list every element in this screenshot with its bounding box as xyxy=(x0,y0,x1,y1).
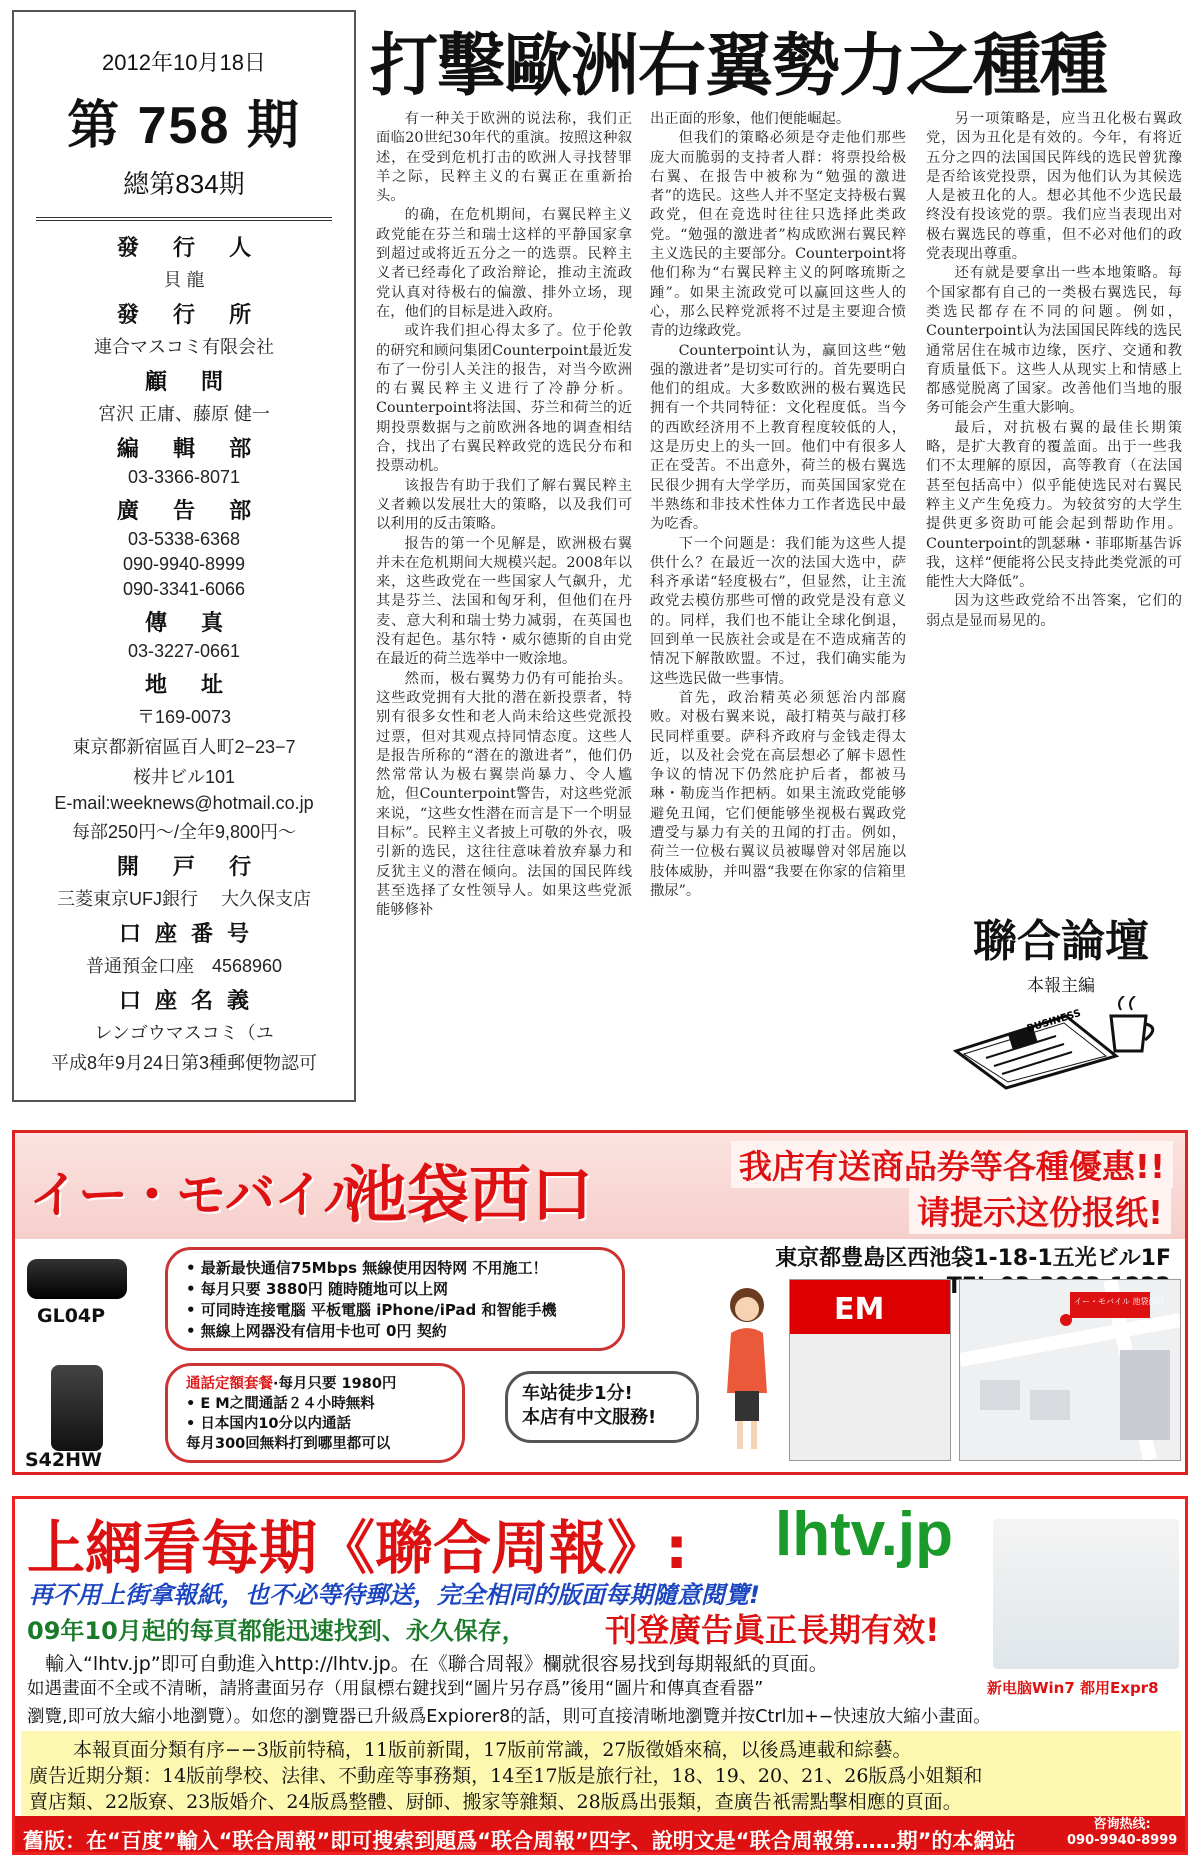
paragraph: 该报告有助于我们了解右翼民粹主义者赖以发展壮大的策略，以及我们可以利用的反击策略。 xyxy=(376,477,632,533)
store-map[interactable] xyxy=(959,1279,1181,1461)
masthead-divider xyxy=(36,217,332,221)
router-device-icon xyxy=(27,1259,127,1299)
store-address: 東京都豊島区西池袋1-18-1五光ビル1F xyxy=(775,1246,1171,1271)
fax-label: 傳 真 xyxy=(144,610,238,635)
postcode: 〒169-0073 xyxy=(136,707,232,727)
lhtv-headline: 上網看每期《聯合周報》: xyxy=(27,1514,689,1582)
company-label: 發 行 所 xyxy=(116,302,266,327)
map-store-label: イー・モバイル 池袋西口 xyxy=(1074,1297,1165,1306)
lhtv-ad[interactable] xyxy=(12,1496,1188,1855)
issue-number: 第 758 期 xyxy=(67,97,301,155)
promo-line-1: 我店有送商品券等各種優惠!! xyxy=(731,1141,1173,1188)
feature-item: • 無線上网器没有信用卡也可 0円 契約 xyxy=(186,1322,447,1340)
chinese-service-text: 本店有中文服務! xyxy=(522,1407,657,1428)
paragraph: 还有就是要拿出一些本地策略。每个国家都有自己的一类极右翼选民，每类选民都存在不同的问题。例如，Counterpoint认为法国国民阵线的选民通常居住在城市边缘，医疗、交通和教育质量低下。这些人从现实上和情感上都感觉脱离了国家。改善他们当地的服务可能会产生重大影响。 xyxy=(926,265,1182,417)
plan-bubble xyxy=(165,1363,465,1463)
advisor-names: 宮沢 正庸、藤原 健一 xyxy=(97,404,270,424)
hotline-number: 090-9940-8999 xyxy=(1067,1833,1178,1848)
paragraph: 另一项策略是，应当丑化极右翼政党，因为丑化是有效的。今年，有将近五分之四的法国国民阵线的选民曾犹豫是否给该党投票，因为他们认为其候选人是被丑化的人。想必其他不少选民最终没有投该党的票。我们应当表现出对极右翼选民的尊重，但不必对他们的政党表现出尊重。 xyxy=(926,111,1182,263)
paragraph: 有一种关于欧洲的说法称，我们正面临20世纪30年代的重演。按照这种叙述，在受到危机打击的欧洲人寻找替罪羊之际，民粹主义的右翼正在重新抬头。 xyxy=(376,111,632,205)
paragraph: 出正面的形象，他们便能崛起。 xyxy=(650,111,851,127)
forum-title: 聯合論壇 xyxy=(973,916,1149,967)
router-model: GL04P xyxy=(37,1305,106,1327)
article-column-1 xyxy=(376,110,632,920)
plan-item: • 日本国内10分以内通話 xyxy=(186,1416,351,1432)
paragraph: 首先，政治精英必须惩治内部腐败。对极右翼来说，敲打精英与敲打移民同样重要。萨科齐政府与金钱走得太近，以及社会党在高层想必了解卡恩性争议的情况下仍然庇护后者，都被马琳・勒庞当作把柄。如果主流政党能够避免丑闻，它们便能够坐视极右翼政党遭受与暴力有关的丑闻的打击。例如，荷兰一位极右翼议员被曝曾对邻居施以肢体威胁，并叫嚣“我要在你家的信箱里撒尿”。 xyxy=(650,689,906,899)
feature-item: • 可同時连接電腦 平板電腦 iPhone/iPad 和智能手機 xyxy=(186,1301,557,1319)
staff-illustration-icon xyxy=(721,1283,773,1453)
brand-name: イー・モバイル xyxy=(29,1166,372,1224)
article-column-2 xyxy=(650,110,906,901)
account-name-label: 口座名義 xyxy=(118,988,263,1013)
publisher-label: 發 行 人 xyxy=(116,235,266,260)
paragraph: 的确，在危机期间，右翼民粹主义政党能在芬兰和瑞士这样的平静国家拿到超过或将近五分之一的选票。民粹主义者已经毒化了政治辩论，推动主流政党认真对待极右的偏激、排外立场，现在，他们的目标是进入政府。 xyxy=(376,207,632,320)
bank-label: 開 戸 行 xyxy=(116,854,266,879)
lhtv-zoom-tip: 瀏覽,即可放大縮小地瀏覽）。如您的瀏覽器已升級爲Expiorer8的話，則可直接清晰地瀏覽并按Ctrl加+−快速放大縮小畫面。 xyxy=(27,1707,991,1727)
paragraph: 但我们的策略必须是夺走他们那些庞大而脆弱的支持者人群：将票投给极右翼、在报告中被称为“勉强的激进者”的选民。这些人并不坚定支持极右翼政党，但在竞选时往往只选择此类政党。“勉强的激进者”构成欧洲右翼民粹主义选民的主要部分。Counterpoint将他们称为“右翼民粹主义的阿喀琉斯之踵”。如果主流政党可以赢回这些人的心，那么民粹党派将不过是主要迎合愤青的边缘政党。 xyxy=(650,130,906,340)
issue-date: 2012年10月18日 xyxy=(102,50,266,75)
masthead-box xyxy=(12,10,356,1102)
plan-price: ·每月只要 1980円 xyxy=(273,1376,397,1392)
lhtv-browser-note: 新电脑Win7 都用Expr8 xyxy=(987,1679,1159,1697)
paragraph: 因为这些政党给不出答案，它们的弱点是显而易见的。 xyxy=(926,593,1182,629)
company-name: 連合マスコミ有限会社 xyxy=(94,337,274,357)
paragraph: 然而，极右翼势力仍有可能抬头。这些政党拥有大批的潜在新投票者，特别有很多女性和老人尚未给这些党派投过票，但对其观点持同情态度。这些人是报告所称的“潜在的激进者”，他们仍然常常认为极右翼崇尚暴力、令人尴尬，但Counterpoint警告，对这些党派来说，“这些女性潜在而言是下一个明显目标”。民粹主义者披上可敬的外衣，吸引新的选民，这往往意味着放弃暴力和反犹主义的潜在倾向。法国的国民阵线甚至选择了女性领导人。如果这些党派能够修补 xyxy=(376,670,632,919)
lhtv-archive-line: 09年10月起的每頁都能迅速找到、永久保存， xyxy=(27,1617,526,1645)
computer-user-photo xyxy=(993,1519,1179,1669)
plan-item: • E M之間通話２４小時無料 xyxy=(186,1396,375,1412)
section-guide-line-3: 賣店類、22版寮、23版婚介、24版爲整體、厨師、搬家等雜類、28版爲出張類，查廣告衹需點擊相應的頁面。 xyxy=(29,1791,962,1813)
editorial-tel: 03-3366-8071 xyxy=(127,467,241,487)
old-version-search-tip: 舊版：在“百度”輸入“联合周報”即可搜索到題爲“联合周報”四字、說明文是“联合周報第……期”的本網站 xyxy=(23,1829,1016,1853)
emobile-ad[interactable] xyxy=(12,1130,1188,1475)
forum-subtitle: 本報主編 xyxy=(1027,976,1095,996)
email-link[interactable]: E-mail:weeknews@hotmail.co.jp xyxy=(54,793,314,813)
ads-label: 廣 告 部 xyxy=(116,498,266,523)
walk-bubble xyxy=(505,1371,699,1443)
hotline-block xyxy=(1067,1817,1177,1849)
map-graphic xyxy=(960,1280,1180,1460)
paragraph: 下一个问题是：我们能为这些人提供什么？在最近一次的法国大选中，萨科齐承诺“轻度极右”，但显然，让主流政党去模仿那些可憎的政党是没有意义的。同样，我们也不能让全球化倒退，回到单一民族社会或是在不造成痛苦的情况下解散欧盟。不过，我们确实能为这些选民做一些事情。 xyxy=(650,535,906,687)
walk-text: 车站徒步1分! xyxy=(522,1383,633,1404)
lhtv-save-tip: 如遇畫面不全或不清晰，請將畫面另存（用鼠標右鍵找到“圖片另存爲”後用“圖片和傳真查看器” xyxy=(27,1679,764,1699)
phone-model: S42HW xyxy=(25,1449,102,1471)
plan-item: 每月300回無料打到哪里都可以 xyxy=(186,1436,391,1452)
ads-tel-1: 03-5338-6368 xyxy=(127,529,241,549)
paragraph: 或许我们担心得太多了。位于伦敦的研究和顾问集团Counterpoint最近发布了一份引人关注的报告，对当今欧洲的右翼民粹主义进行了冷静分析。Counterpoint将法国、芬兰和荷兰的近期投票数据与之前欧洲各地的调查相结合，找出了右翼民粹政党的选民分布和投票动机。 xyxy=(376,323,632,475)
account-name: レンゴウマスコミ（ユ xyxy=(94,1023,274,1043)
bank-name: 三菱東京UFJ銀行 大久保支店 xyxy=(57,889,311,909)
store-sign: EM xyxy=(834,1292,885,1327)
store-photo xyxy=(789,1279,951,1461)
total-issue-number: 總第834期 xyxy=(123,169,245,199)
lhtv-instructions: 輸入“lhtv.jp”即可自動進入http://lhtv.jp。在《聯合周報》欄就很容易找到每期報紙的頁面。 xyxy=(45,1653,828,1675)
ads-tel-2: 090-9940-8999 xyxy=(122,554,246,574)
lhtv-ad-valid-line: 刊登廣告眞正長期有效! xyxy=(605,1611,940,1649)
postal-permit: 平成8年9月24日第3種郵便物認可 xyxy=(50,1053,318,1073)
paragraph: 最后，对抗极右翼的最佳长期策略，是扩大教育的覆盖面。出于一些我们不太理解的原因，高等教育（在法国甚至包括高中）似乎能使选民对右翼民粹主义产生免疫力。为较贫穷的大学生提供更多资助可能会起到帮助作用。Counterpoint的凯瑟琳・菲耶斯基告诉我，这样“便能将公民支持此类党派的可能性大大降低”。 xyxy=(926,419,1182,591)
plan-title: 通話定額套餐 xyxy=(186,1376,273,1392)
editorial-label: 編 輯 部 xyxy=(116,436,266,461)
promo-line-2: 请提示这份报纸! xyxy=(909,1187,1171,1234)
forum-logo xyxy=(946,905,1176,1070)
features-bubble xyxy=(165,1247,625,1351)
hotline-label: 咨询热线: xyxy=(1093,1817,1151,1832)
account-label: 口座番号 xyxy=(118,921,263,946)
lhtv-tagline: 再不用上街拿報紙，也不必等待郵送，完全相同的版面每期隨意閱覽! xyxy=(29,1581,760,1609)
feature-item: • 每月只要 3880円 随時随地可以上网 xyxy=(186,1280,449,1298)
feature-item: • 最新最快通信75Mbps 無線使用因特网 不用施工！ xyxy=(186,1259,548,1277)
account-number: 普通預金口座 4568960 xyxy=(85,956,283,976)
ads-tel-3: 090-3341-6066 xyxy=(122,579,246,599)
fax-number: 03-3227-0661 xyxy=(127,641,241,661)
newspaper-coffee-icon xyxy=(946,996,1176,1091)
publisher-name: 貝 龍 xyxy=(163,270,205,290)
section-guide-line-2: 廣告近期分類：14版前學校、法律、不動産等事務類，14至17版是旅行社，18、19、20、21、26版爲小姐類和 xyxy=(29,1765,983,1787)
address-line-2: 桜井ビル101 xyxy=(132,767,236,787)
address-label: 地 址 xyxy=(144,672,238,697)
section-guide-line-1: 本報頁面分類有序−−3版前特稿，11版前新聞，17版前常識，27版徵婚來稿，以後爲連載和綜藝。 xyxy=(73,1739,912,1761)
advisor-label: 顧 問 xyxy=(144,369,238,394)
paper-word: BUSINESS xyxy=(1025,1008,1083,1035)
price: 每部250円〜/全年9,800円〜 xyxy=(71,822,297,842)
lhtv-url-link[interactable]: lhtv.jp xyxy=(775,1500,953,1569)
address-line-1: 東京都新宿區百人町2−23−7 xyxy=(72,737,296,757)
article-headline: 打擊歐洲右翼勢力之種種 xyxy=(370,27,1108,106)
paragraph: 报告的第一个见解是，欧洲极右翼并未在危机期间大规模兴起。2008年以来，这些政党在一些国家人气飙升，尤其是芬兰、法国和匈牙利，但他们在丹麦、意大利和瑞士势力减弱，在英国也没有起色。基尔特・威尔德斯的自由党在最近的荷兰选举中一败涂地。 xyxy=(376,535,632,668)
branch-name: 池袋西口 xyxy=(345,1158,594,1231)
paragraph: Counterpoint认为，赢回这些“勉强的激进者”是切实可行的。首先要明白他们的组成。大多数欧洲的极右翼选民拥有一个共同特征：文化程度低。当今的西欧经济用不上教育程度较低的人，这是历史上的头一回。他们中有很多人正在受苦。不出意外，荷兰的极右翼选民很少拥有大学学历，而英国国家党在半熟练和非技术性体力工作者选民中最为吃香。 xyxy=(650,342,906,533)
article-column-3 xyxy=(926,110,1182,631)
phone-device-icon xyxy=(51,1365,103,1451)
